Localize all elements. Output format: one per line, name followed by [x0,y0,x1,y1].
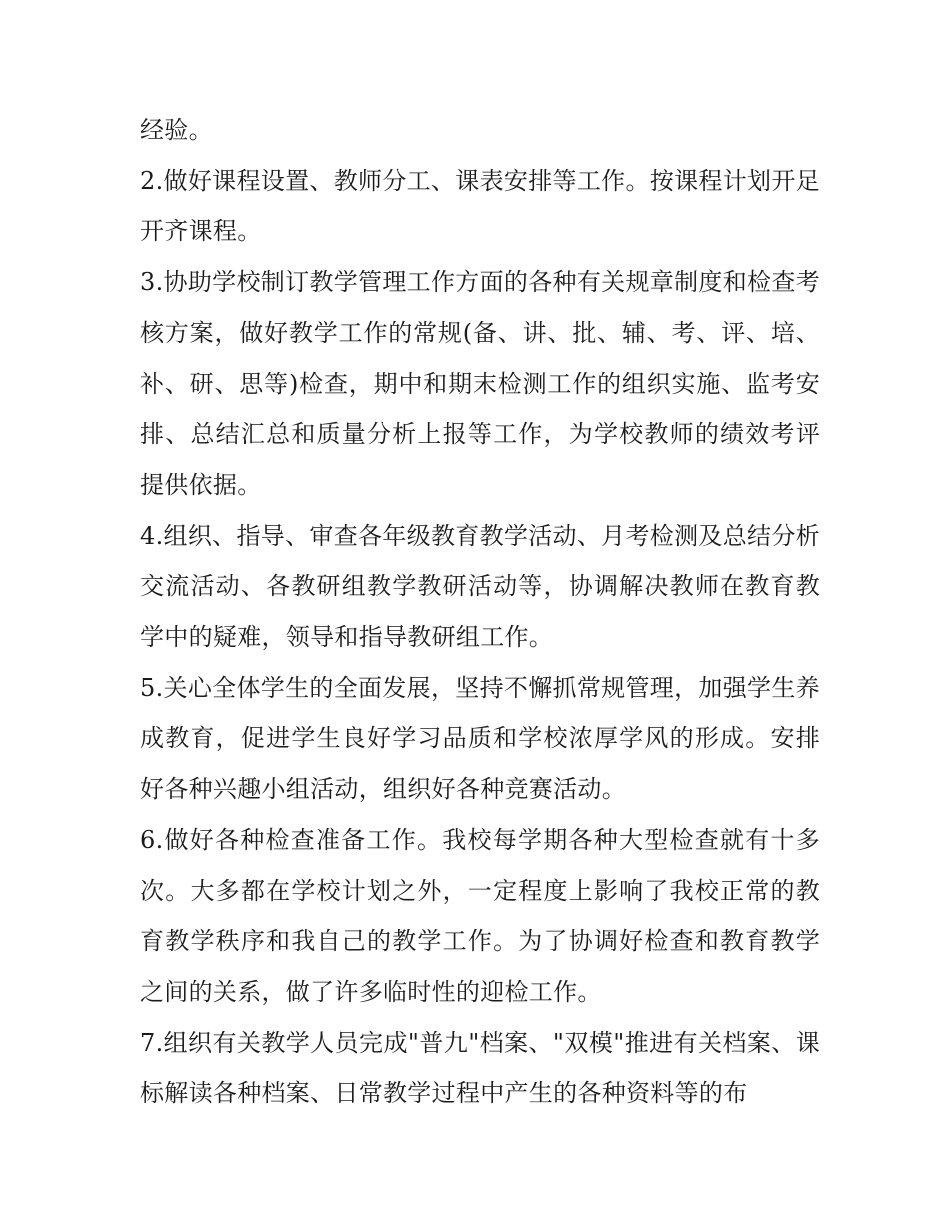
paragraph-item-5: 5.关心全体学生的全面发展，坚持不懈抓常规管理，加强学生养成教育，促进学生良好学习品质和学校浓厚学风的形成。安排好各种兴趣小组活动，组织好各种竞赛活动。 [140,673,820,804]
paragraph-item-2: 2.做好课程设置、教师分工、课表安排等工作。按课程计划开足开齐课程。 [140,166,820,246]
paragraph-item-7: 7.组织有关教学人员完成"普九"档案、"双模"推进有关档案、课标解读各种档案、日常教学过程中产生的各种资料等的布 [140,1028,820,1108]
document-body [140,105,820,1119]
paragraph-item-6: 6.做好各种检查准备工作。我校每学期各种大型检查就有十多次。大多都在学校计划之外，一定程度上影响了我校正常的教育教学秩序和我自己的教学工作。为了协调好检查和教育教学之间的关系，做了许多临时性的迎检工作。 [140,825,820,1006]
paragraph-item-4: 4.组织、指导、审查各年级教育教学活动、月考检测及总结分析交流活动、各教研组教学教研活动等，协调解决教师在教育教学中的疑难，领导和指导教研组工作。 [140,521,820,652]
paragraph-item-3: 3.协助学校制订教学管理工作方面的各种有关规章制度和检查考核方案，做好教学工作的常规(备、讲、批、辅、考、评、培、补、研、思等)检查，期中和期末检测工作的组织实施、监考安排、总结汇总和质量分析上报等工作，为学校教师的绩效考评提供依据。 [140,268,820,499]
paragraph-continuation: 经验。 [140,116,213,144]
